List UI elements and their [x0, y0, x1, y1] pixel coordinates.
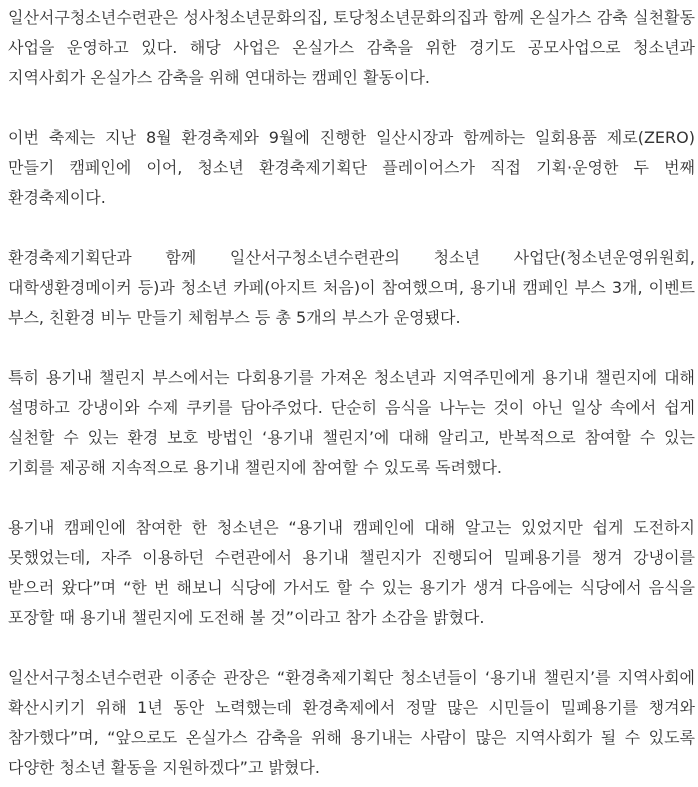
paragraph-intro: 일산서구청소년수련관은 성사청소년문화의집, 토당청소년문화의집과 함께 온실가스 감축 실천활동 사업을 운영하고 있다. 해당 사업은 온실가스 감축을 위한 경기도 공모사업으로 청소년과 지역사회가 온실가스 감축을 위해 연대하는 캠페인 활동이다. — [8, 8, 695, 87]
paragraph-participant-quote: 용기내 캠페인에 참여한 한 청소년은 “용기내 캠페인에 대해 알고는 있었지만 쉽게 도전하지 못했었는데, 자주 이용하던 수련관에서 용기내 챌린지가 진행되어 밀폐용기를 챙겨 강냉이를 받으러 왔다”며 “한 번 해보니 식당에 가서도 할 수 있는 용기가 생겨 다음에는 식당에서 음식을 포장할 때 용기내 챌린지에 도전해 볼 것”이라고 참가 소감을 밝혔다. — [8, 518, 695, 627]
paragraph-challenge: 특히 용기내 챌린지 부스에서는 다회용기를 가져온 청소년과 지역주민에게 용기내 챌린지에 대해 설명하고 강냉이와 수제 쿠키를 담아주었다. 단순히 음식을 나누는 것이 아닌 일상 속에서 쉽게 실천할 수 있는 환경 보호 방법인 ‘용기내 챌린지’에 대해 알리고, 반복적으로 참여할 수 있는 기회를 제공해 지속적으로 용기내 챌린지에 참여할 수 있도록 독려했다. — [8, 368, 695, 477]
paragraph-director-quote: 일산서구청소년수련관 이종순 관장은 “환경축제기획단 청소년들이 ‘용기내 챌린지’를 지역사회에 확산시키기 위해 1년 동안 노력했는데 환경축제에서 정말 많은 시민들이 밀폐용기를 챙겨와 참가했다”며, “앞으로도 온실가스 감축을 위해 용기내는 사람이 많은 지역사회가 될 수 있도록 다양한 청소년 활동을 지원하겠다”고 밝혔다. — [8, 668, 695, 777]
paragraph-booths: 환경축제기획단과 함께 일산서구청소년수련관의 청소년 사업단(청소년운영위원회, 대학생환경메이커 등)과 청소년 카페(아지트 처음)이 참여했으며, 용기내 캠페인 부스 3개, 이벤트 부스, 친환경 비누 만들기 체험부스 등 총 5개의 부스가 운영됐다. — [8, 248, 695, 327]
paragraph-festival: 이번 축제는 지난 8월 환경축제와 9월에 진행한 일산시장과 함께하는 일회용품 제로(ZERO) 만들기 캠페인에 이어, 청소년 환경축제기획단 플레이어스가 직접 기획·운영한 두 번째 환경축제이다. — [8, 128, 695, 207]
